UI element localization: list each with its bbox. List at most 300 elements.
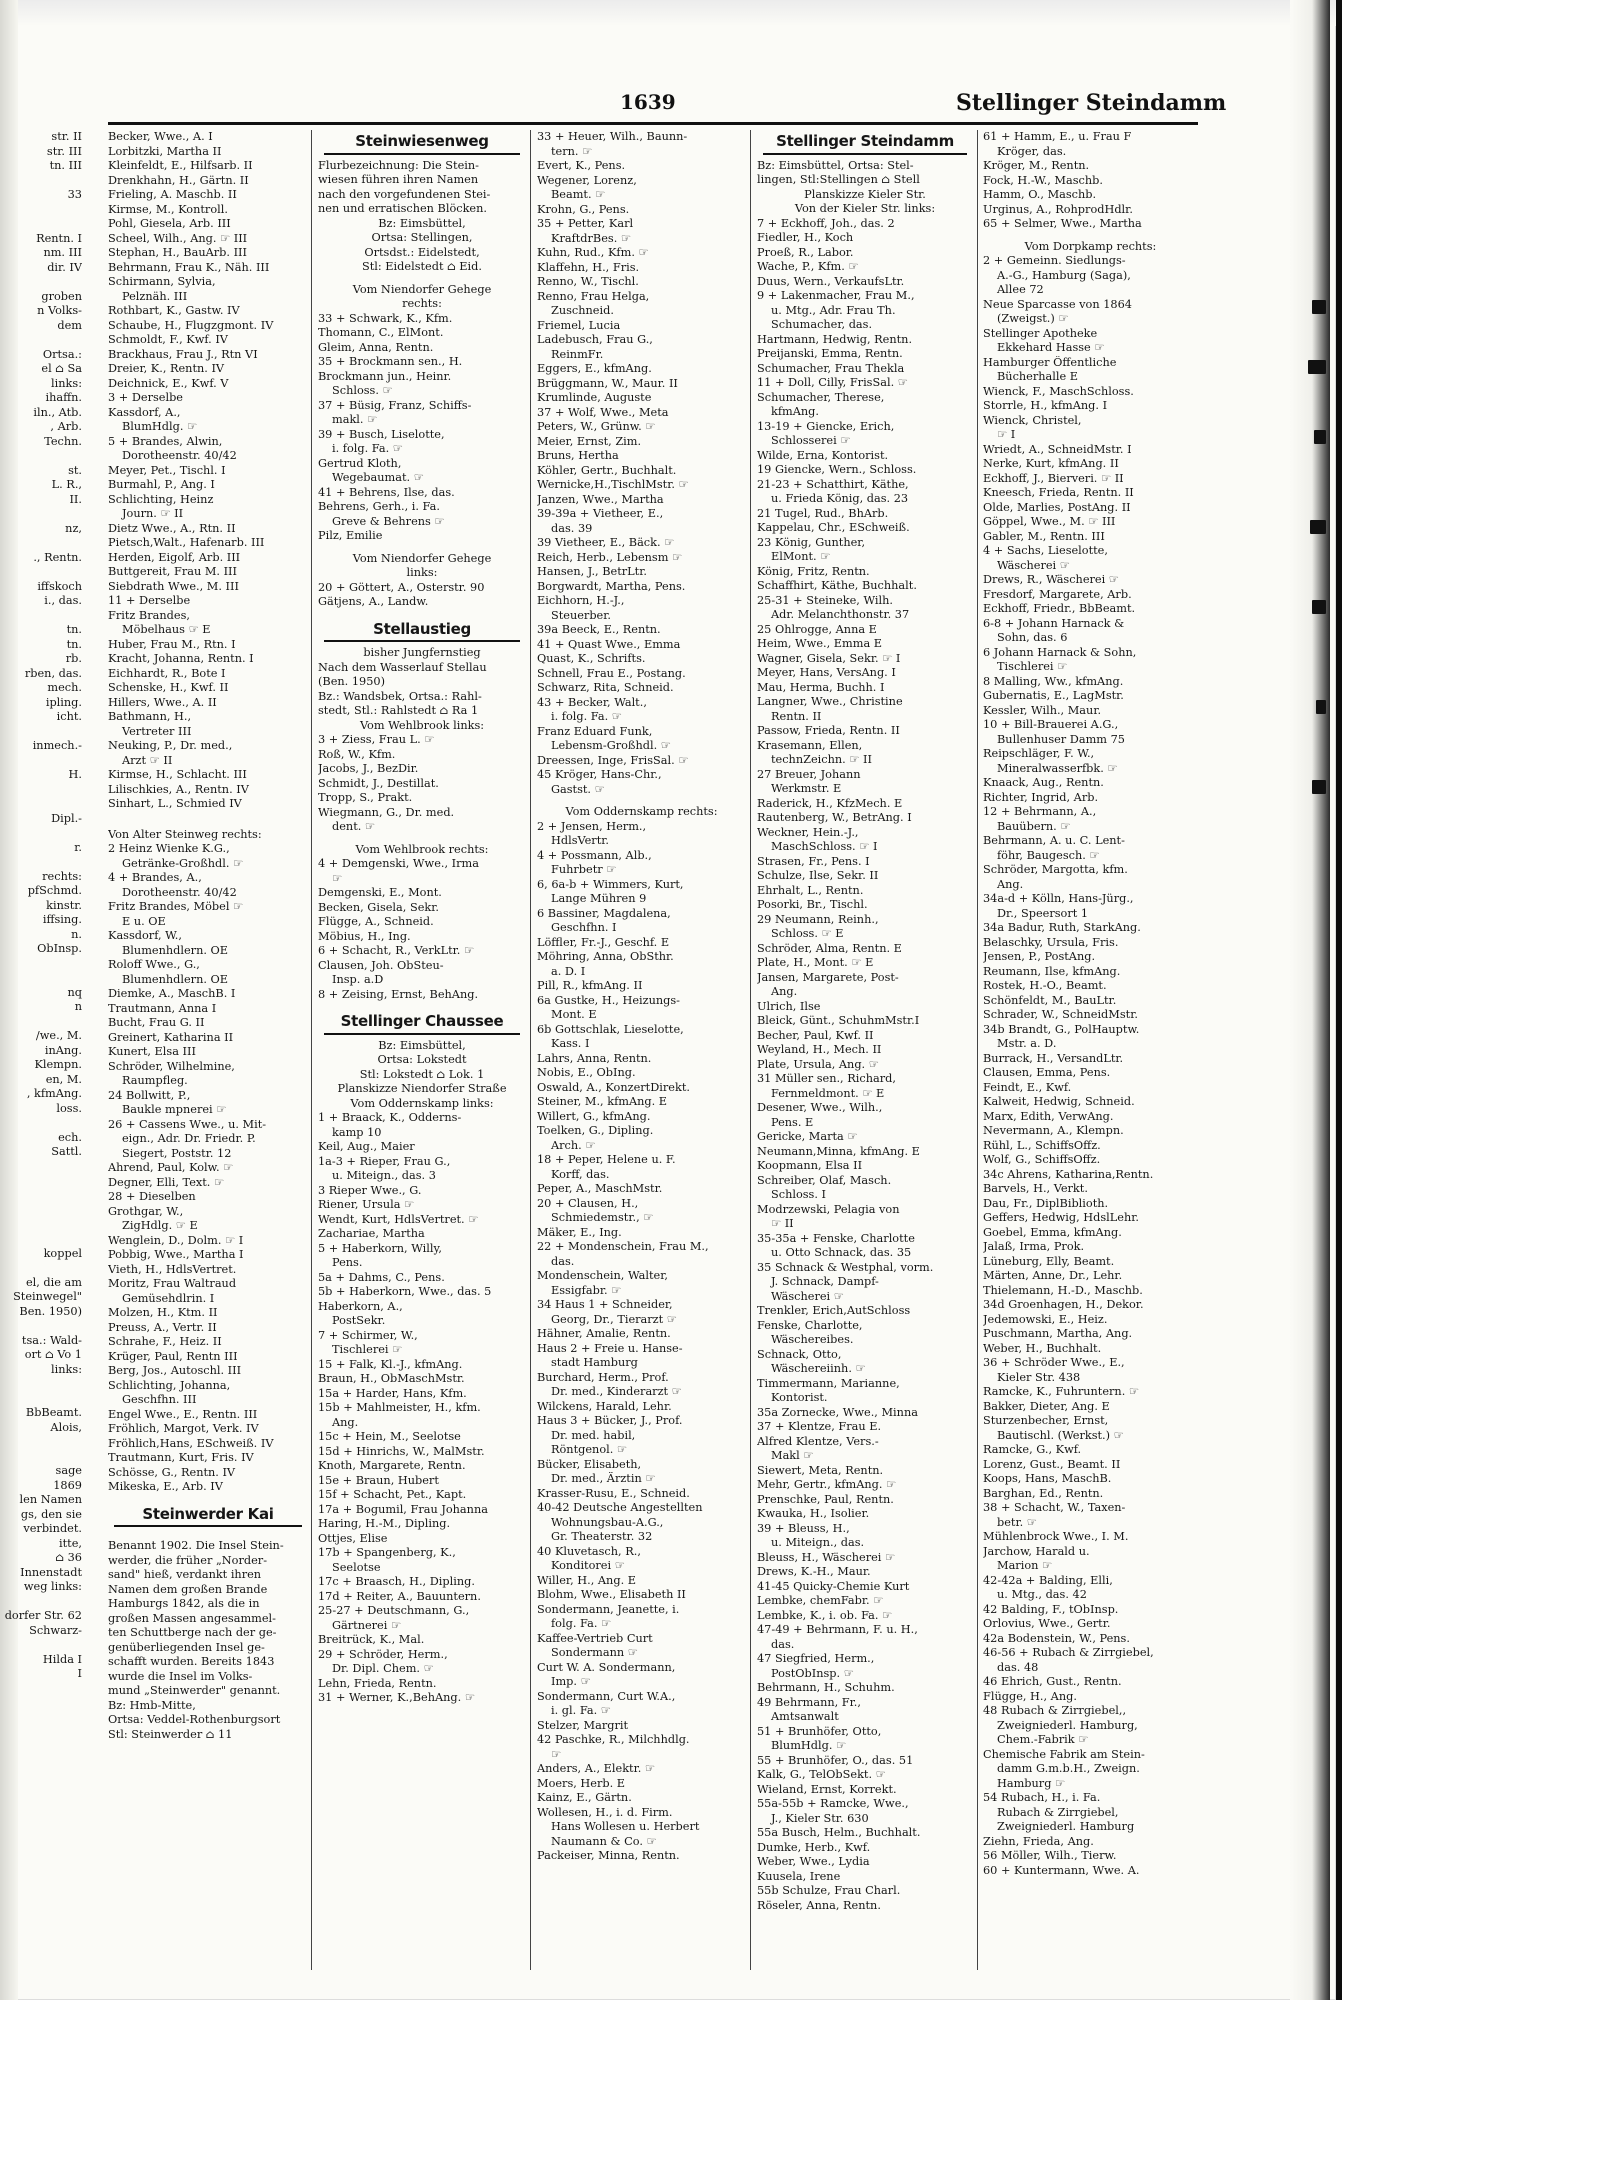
binding-mark bbox=[1312, 600, 1326, 614]
directory-entry: Möbius, H., Ing. bbox=[318, 929, 411, 943]
entry-continuation: Steuerber. bbox=[551, 608, 611, 622]
directory-entry: Bz: Eimsbüttel, Ortsa: Stel- bbox=[757, 158, 914, 172]
directory-entry: 40 Kluvetasch, R., bbox=[537, 1544, 641, 1558]
section-subline: Vom Dorpkamp rechts: bbox=[1024, 239, 1157, 253]
directory-entry: Kainz, E., Gärtn. bbox=[537, 1791, 632, 1804]
directory-entry: 7 + Eckhoff, Joh., das. 2 bbox=[757, 216, 895, 230]
fragment-line: st. bbox=[68, 463, 82, 477]
directory-entry: Namen dem großen Brande bbox=[108, 1582, 268, 1596]
directory-entry: Flurbezeichnung: Die Stein- bbox=[318, 158, 479, 172]
fragment-line: rechts: bbox=[42, 869, 82, 883]
directory-entry: Engel Wwe., E., Rentn. III bbox=[108, 1407, 258, 1421]
entry-continuation: Fernmeldmont. ☞ E bbox=[771, 1086, 885, 1100]
directory-entry: Wilde, Erna, Kontorist. bbox=[757, 448, 889, 462]
fragment-line bbox=[0, 1160, 82, 1175]
directory-column-4 bbox=[757, 130, 973, 1970]
directory-entry: Bz.: Wandsbek, Ortsa.: Rahl- bbox=[318, 689, 482, 703]
directory-entry: Schwarz, Rita, Schneid. bbox=[537, 681, 674, 694]
entry-continuation: i. folg. Fa. ☞ bbox=[332, 442, 403, 455]
spacer bbox=[108, 1531, 308, 1539]
fragment-line: dem bbox=[57, 318, 82, 332]
entry-continuation: J., Kieler Str. 630 bbox=[771, 1811, 869, 1825]
fragment-line: tn. bbox=[66, 637, 82, 651]
street-heading: Stellaustieg bbox=[373, 619, 471, 638]
directory-entry: Behrmann, Frau K., Näh. III bbox=[108, 260, 270, 274]
fragment-line: BbBeamt. bbox=[25, 1406, 82, 1419]
directory-entry: Roloff Wwe., G., bbox=[108, 958, 200, 971]
directory-entry: 42a Bodenstein, W., Pens. bbox=[983, 1631, 1130, 1645]
entry-continuation: dent. ☞ bbox=[332, 820, 376, 833]
fragment-line: str. III bbox=[46, 144, 82, 158]
spacer bbox=[318, 835, 526, 843]
directory-entry: Lilischkies, A., Rentn. IV bbox=[108, 782, 249, 796]
directory-entry: Eichhorn, H.-J., bbox=[537, 594, 625, 607]
directory-entry: Weyland, H., Mech. II bbox=[757, 1043, 882, 1056]
directory-entry: Möhring, Anna, ObSthr. bbox=[537, 950, 674, 963]
directory-entry: Meyer, Hans, VersAng. I bbox=[757, 666, 896, 679]
directory-entry: Schulze, Ilse, Sekr. II bbox=[757, 869, 879, 882]
fragment-line: Klempn. bbox=[34, 1058, 82, 1071]
directory-entry: Haus 3 + Bücker, J., Prof. bbox=[537, 1414, 683, 1427]
directory-entry: Olde, Marlies, PostAng. II bbox=[983, 500, 1131, 514]
directory-entry: Haring, H.-M., Dipling. bbox=[318, 1517, 451, 1530]
entry-continuation: Tischlerei ☞ bbox=[997, 660, 1068, 673]
directory-entry: Schrader, W., SchneidMstr. bbox=[983, 1008, 1138, 1021]
directory-entry: Schenske, H., Kwf. II bbox=[108, 681, 229, 694]
fragment-line bbox=[0, 826, 82, 841]
directory-entry: Berg, Jos., Autoschl. III bbox=[108, 1364, 242, 1377]
directory-entry: Eckhoff, J., Bierveri. ☞ II bbox=[983, 471, 1124, 485]
fragment-line: r. bbox=[74, 840, 82, 854]
fragment-line: pfSchmd. bbox=[27, 884, 82, 897]
directory-entry: Roß, W., Kfm. bbox=[318, 747, 396, 761]
directory-entry: 29 Neumann, Reinh., bbox=[757, 912, 879, 926]
entry-continuation: Röntgenol. ☞ bbox=[551, 1443, 628, 1456]
directory-entry: Mäker, E., Ing. bbox=[537, 1225, 622, 1239]
directory-entry: Burmahl, P., Ang. I bbox=[108, 478, 215, 491]
spacer bbox=[108, 812, 308, 820]
entry-continuation: Ang. bbox=[771, 985, 798, 998]
directory-entry: nach den vorgefundenen Stei- bbox=[318, 187, 491, 201]
directory-entry: Willert, G., kfmAng. bbox=[537, 1109, 651, 1123]
directory-entry: 18 + Peper, Helene u. F. bbox=[537, 1153, 676, 1166]
entry-continuation: das. bbox=[551, 1254, 575, 1268]
directory-entry: Willer, H., Ang. E bbox=[537, 1573, 636, 1587]
spacer bbox=[108, 820, 308, 828]
spacer bbox=[983, 232, 1198, 240]
directory-entry: Krohn, G., Pens. bbox=[537, 202, 630, 216]
section-subline: Vom Niendorfer Gehege bbox=[352, 282, 492, 296]
directory-entry: 36 + Schröder Wwe., E., bbox=[983, 1356, 1125, 1369]
fragment-line: rben, das. bbox=[24, 666, 82, 680]
fragment-line: loss. bbox=[56, 1101, 82, 1115]
directory-entry: Mondenschein, Walter, bbox=[537, 1269, 668, 1282]
directory-entry: 10 + Bill-Brauerei A.G., bbox=[983, 718, 1119, 731]
directory-entry: Clausen, Emma, Pens. bbox=[983, 1066, 1111, 1079]
directory-entry: Neue Sparcasse von 1864 bbox=[983, 297, 1132, 311]
fragment-line: iffskoch bbox=[37, 579, 82, 593]
directory-entry: Jedemowski, E., Heiz. bbox=[983, 1312, 1108, 1326]
directory-entry: Borgwardt, Martha, Pens. bbox=[537, 579, 686, 593]
directory-entry: Geffers, Hedwig, HdslLehr. bbox=[983, 1211, 1139, 1224]
directory-entry: 5 + Brandes, Alwin, bbox=[108, 434, 223, 448]
directory-entry: Schlichting, Heinz bbox=[108, 492, 214, 506]
entry-continuation: tern. ☞ bbox=[551, 144, 593, 158]
fragment-line bbox=[0, 971, 82, 986]
directory-entry: Neumann,Minna, kfmAng. E bbox=[757, 1144, 920, 1158]
directory-entry: 6 + Schacht, R., VerkLtr. ☞ bbox=[318, 944, 475, 957]
directory-entry: Sinhart, L., Schmied IV bbox=[108, 797, 242, 810]
directory-entry: 15f + Schacht, Pet., Kapt. bbox=[318, 1488, 467, 1501]
entry-continuation: Siegert, Poststr. 12 bbox=[122, 1146, 232, 1160]
directory-entry: 39 Vietheer, E., Bäck. ☞ bbox=[537, 536, 675, 549]
directory-entry: 46-56 + Rubach & Zirrgiebel, bbox=[983, 1646, 1154, 1659]
spacer bbox=[318, 544, 526, 552]
entry-continuation: E u. OE bbox=[122, 914, 166, 928]
directory-entry: Dreier, K., Rentn. IV bbox=[108, 362, 225, 375]
directory-entry: Gleim, Anna, Rentn. bbox=[318, 340, 434, 354]
entry-continuation: Lange Mühren 9 bbox=[551, 892, 647, 905]
directory-entry: 33 + Schwark, K., Kfm. bbox=[318, 311, 453, 325]
directory-entry: Frieling, A. Maschb. II bbox=[108, 188, 237, 201]
directory-entry: Stephan, H., BauArb. III bbox=[108, 246, 247, 259]
directory-entry: 3 + Derselbe bbox=[108, 391, 183, 404]
fragment-line bbox=[0, 1435, 82, 1450]
fragment-line: ., Rentn. bbox=[33, 550, 82, 564]
binding-mark bbox=[1310, 520, 1326, 534]
entry-continuation: BlumHdlg. ☞ bbox=[122, 420, 198, 433]
directory-entry: Pilz, Emilie bbox=[318, 529, 383, 542]
section-subline: Stl: Lokstedt ⌂ Lok. 1 bbox=[359, 1067, 485, 1081]
directory-entry: Herden, Eigolf, Arb. III bbox=[108, 550, 241, 564]
entry-continuation: Vertreter III bbox=[122, 724, 192, 738]
fragment-line: kinstr. bbox=[46, 898, 82, 912]
fragment-line: sage bbox=[55, 1464, 82, 1477]
fragment-line: n Volks- bbox=[37, 304, 82, 317]
directory-entry: Fiedler, H., Koch bbox=[757, 231, 854, 244]
fragment-line bbox=[0, 1015, 82, 1030]
page-number: 1639 bbox=[620, 90, 676, 114]
directory-entry: 6 Johann Harnack & Sohn, bbox=[983, 645, 1137, 659]
directory-entry: Rautenberg, W., BetrAng. I bbox=[757, 811, 912, 824]
entry-continuation: Pens. E bbox=[771, 1115, 814, 1129]
directory-entry: Schaffhirt, Käthe, Buchhalt. bbox=[757, 579, 917, 592]
directory-entry: Toelken, G., Dipling. bbox=[537, 1124, 654, 1137]
fragment-line: verbindet. bbox=[23, 1522, 82, 1535]
entry-continuation: Gärtnerei ☞ bbox=[332, 1618, 402, 1632]
entry-continuation: Lebensm-Großhdl. ☞ bbox=[551, 739, 671, 752]
directory-entry: Strasen, Fr., Pens. I bbox=[757, 854, 870, 868]
fragment-line: inAng. bbox=[44, 1043, 82, 1057]
entry-continuation: kfmAng. bbox=[771, 405, 819, 418]
directory-entry: Storrle, H., kfmAng. I bbox=[983, 399, 1108, 412]
entry-continuation: Bauübern. ☞ bbox=[997, 819, 1071, 833]
directory-entry: Janzen, Wwe., Martha bbox=[537, 492, 664, 506]
entry-continuation: Chem.-Fabrik ☞ bbox=[997, 1733, 1089, 1746]
directory-entry: Moritz, Frau Waltraud bbox=[108, 1277, 237, 1290]
directory-entry: Kassdorf, W., bbox=[108, 929, 182, 942]
directory-entry: 35 + Brockmann sen., H. bbox=[318, 355, 463, 368]
entry-continuation: Wäscherei ☞ bbox=[771, 1289, 844, 1303]
directory-entry: Flügge, H., Ang. bbox=[983, 1689, 1077, 1703]
section-subline: bisher Jungfernstieg bbox=[363, 646, 481, 659]
fragment-line: iln., Atb. bbox=[33, 405, 82, 419]
entry-continuation: Essigfabr. ☞ bbox=[551, 1283, 622, 1297]
directory-entry: Wenglein, D., Dolm. ☞ I bbox=[108, 1233, 244, 1247]
directory-entry: 21 Tugel, Rud., BhArb. bbox=[757, 506, 889, 520]
directory-entry: 41 + Behrens, Ilse, das. bbox=[318, 485, 455, 499]
entry-continuation: das. bbox=[771, 1637, 795, 1651]
directory-entry: Tropp, S., Prakt. bbox=[318, 791, 413, 804]
fragment-line: icht. bbox=[56, 710, 82, 723]
section-subline: Von der Kieler Str. links: bbox=[794, 202, 936, 215]
directory-entry: 4 + Possmann, Alb., bbox=[537, 848, 652, 862]
directory-entry: Blohm, Wwe., Elisabeth II bbox=[537, 1588, 686, 1601]
fragment-line: Schwarz- bbox=[29, 1623, 82, 1637]
entry-continuation: u. Miteign., das. bbox=[771, 1536, 865, 1549]
directory-entry: Kwauka, H., Isolier. bbox=[757, 1507, 870, 1520]
directory-entry: Becher, Paul, Kwf. II bbox=[757, 1028, 874, 1042]
directory-entry: Richter, Ingrid, Arb. bbox=[983, 790, 1099, 804]
directory-entry: Gubernatis, E., LagMstr. bbox=[983, 689, 1124, 702]
fragment-line: /we., M. bbox=[35, 1029, 82, 1042]
directory-entry: Barvels, H., Verkt. bbox=[983, 1182, 1088, 1195]
directory-entry: Lembke, chemFabr. ☞ bbox=[757, 1594, 884, 1607]
directory-entry: Preijanski, Emma, Rentn. bbox=[757, 347, 903, 360]
entry-continuation: ☞ I bbox=[997, 428, 1016, 441]
entry-continuation: BlumHdlg. ☞ bbox=[771, 1739, 847, 1752]
directory-entry: 34a-d + Kölln, Hans-Jürg., bbox=[983, 892, 1134, 905]
fragment-line: 1869 bbox=[53, 1478, 82, 1492]
entry-continuation: Mont. E bbox=[551, 1008, 597, 1021]
fragment-line bbox=[0, 275, 82, 290]
entry-continuation: ReinmFr. bbox=[551, 347, 604, 361]
column-rule bbox=[530, 130, 531, 1970]
directory-entry: 6-8 + Johann Harnack & bbox=[983, 616, 1125, 630]
directory-entry: 4 + Demgenski, Wwe., Irma bbox=[318, 857, 479, 870]
directory-entry: Kracht, Johanna, Rentn. I bbox=[108, 652, 254, 665]
section-subline: Bz: Eimsbüttel, bbox=[378, 216, 466, 230]
entry-continuation: kamp 10 bbox=[332, 1125, 382, 1139]
entry-continuation: stadt Hamburg bbox=[551, 1356, 638, 1369]
binding-shadow bbox=[1290, 0, 1330, 2000]
directory-entry: 2 Heinz Wienke K.G., bbox=[108, 842, 230, 855]
entry-continuation: PostSekr. bbox=[332, 1314, 386, 1327]
directory-entry: Packeiser, Minna, Rentn. bbox=[537, 1849, 680, 1862]
directory-entry: König, Fritz, Rentn. bbox=[757, 564, 870, 578]
directory-entry: 47 Siegfried, Herm., bbox=[757, 1652, 875, 1665]
directory-entry: Grothgar, W., bbox=[108, 1204, 184, 1218]
directory-entry: Posorki, Br., Tischl. bbox=[757, 898, 868, 911]
entry-continuation: Wäschereiinh. ☞ bbox=[771, 1362, 866, 1375]
directory-entry: Ahrend, Paul, Kolw. ☞ bbox=[108, 1161, 234, 1174]
fragment-line: , Arb. bbox=[50, 420, 82, 433]
directory-entry: stedt, Stl.: Rahlstedt ⌂ Ra 1 bbox=[318, 704, 479, 717]
directory-entry: Schrahe, F., Heiz. II bbox=[108, 1335, 222, 1348]
directory-entry: Ramcke, K., Fuhruntern. ☞ bbox=[983, 1385, 1140, 1398]
directory-entry: Schröder, Margotta, kfm. bbox=[983, 863, 1128, 876]
fragment-line: ech. bbox=[58, 1130, 82, 1144]
directory-entry: Sondermann, Jeanette, i. bbox=[537, 1602, 680, 1616]
running-head: Stellinger Steindamm bbox=[956, 90, 1227, 116]
fragment-line: dorfer Str. 62 bbox=[4, 1609, 82, 1622]
directory-entry: (Ben. 1950) bbox=[318, 675, 386, 688]
directory-entry: 17a + Bogumil, Frau Johanna bbox=[318, 1502, 488, 1516]
heading-rule bbox=[324, 1033, 520, 1035]
directory-entry: Franz Eduard Funk, bbox=[537, 724, 653, 738]
section-subline: Planskizze Niendorfer Straße bbox=[337, 1082, 507, 1095]
directory-entry: Weckner, Hein.-J., bbox=[757, 825, 859, 839]
directory-entry: Schösse, G., Rentn. IV bbox=[108, 1465, 236, 1479]
directory-entry: Oswald, A., KonzertDirekt. bbox=[537, 1080, 690, 1094]
entry-continuation: Amtsanwalt bbox=[771, 1710, 839, 1723]
directory-entry: 41 + Quast Wwe., Emma bbox=[537, 637, 681, 651]
directory-entry: Fock, H.-W., Maschb. bbox=[983, 173, 1103, 187]
directory-entry: Evert, K., Pens. bbox=[537, 159, 626, 172]
spacer bbox=[318, 275, 526, 283]
directory-entry: Bleuss, H., Wäscherei ☞ bbox=[757, 1550, 896, 1564]
directory-entry: Schirmann, Sylvia, bbox=[108, 275, 216, 288]
entry-continuation: ☞ bbox=[332, 871, 343, 885]
binding-mark bbox=[1316, 700, 1326, 714]
fragment-line: n bbox=[74, 1000, 82, 1013]
directory-entry: Feindt, E., Kwf. bbox=[983, 1080, 1072, 1094]
fragment-line: nq bbox=[67, 985, 82, 999]
section-subline: Vom Wehlbrook links: bbox=[359, 718, 485, 732]
directory-entry: Nevermann, A., Klempn. bbox=[983, 1124, 1124, 1137]
entry-continuation: Sohn, das. 6 bbox=[997, 631, 1068, 644]
directory-entry: Zachariae, Martha bbox=[318, 1227, 425, 1240]
directory-entry: Pill, R., kfmAng. II bbox=[537, 979, 643, 992]
directory-entry: Breitrück, K., Mal. bbox=[318, 1633, 425, 1646]
directory-entry: Ehrhalt, L., Rentn. bbox=[757, 883, 864, 897]
entry-continuation: Schmiedemstr., ☞ bbox=[551, 1211, 654, 1224]
directory-entry: lingen, Stl:Stellingen ⌂ Stell bbox=[757, 173, 920, 186]
directory-entry: Schnack, Otto, bbox=[757, 1347, 842, 1361]
directory-entry: 3 + Ziess, Frau L. ☞ bbox=[318, 733, 435, 746]
directory-entry: Riener, Ursula ☞ bbox=[318, 1198, 415, 1211]
directory-entry: 27 Breuer, Johann bbox=[757, 767, 861, 781]
entry-continuation: Wäscherei ☞ bbox=[997, 558, 1070, 572]
directory-entry: Stl: Steinwerder ⌂ 11 bbox=[108, 1727, 233, 1741]
fragment-line: tn. III bbox=[49, 159, 82, 172]
fragment-line: Steinwegel" bbox=[13, 1290, 82, 1303]
directory-entry: Hähner, Amalie, Rentn. bbox=[537, 1327, 671, 1340]
directory-entry: Hamm, O., Maschb. bbox=[983, 188, 1097, 201]
directory-entry: Mikeska, E., Arb. IV bbox=[108, 1480, 223, 1493]
fragment-line: weg links: bbox=[23, 1580, 82, 1593]
section-subline: links: bbox=[406, 566, 438, 579]
fragment-line bbox=[0, 1319, 82, 1334]
directory-entry: Urginus, A., RohprodHdlr. bbox=[983, 202, 1133, 216]
directory-entry: Mau, Herma, Buchh. I bbox=[757, 680, 885, 694]
directory-entry: Lorenz, Gust., Beamt. II bbox=[983, 1457, 1121, 1471]
directory-entry: 26 + Cassens Wwe., u. Mit- bbox=[108, 1117, 267, 1131]
directory-entry: 9 + Lakenmacher, Frau M., bbox=[757, 289, 915, 302]
street-heading: Steinwerder Kai bbox=[142, 1504, 274, 1523]
fragment-line: links: bbox=[51, 1362, 82, 1376]
entry-continuation: Dorotheenstr. 40/42 bbox=[122, 449, 237, 462]
directory-entry: Burrack, H., VersandLtr. bbox=[983, 1051, 1124, 1065]
directory-entry: Anders, A., Elektr. ☞ bbox=[537, 1762, 656, 1775]
directory-entry: Fresdorf, Margarete, Arb. bbox=[983, 587, 1132, 601]
directory-entry: 46 Ehrich, Gust., Rentn. bbox=[983, 1675, 1122, 1688]
section-subline: Vom Niendorfer Gehege bbox=[352, 551, 492, 565]
directory-entry: 37 + Klentze, Frau E. bbox=[757, 1420, 882, 1433]
directory-entry: 11 + Doll, Cilly, FrisSal. ☞ bbox=[757, 376, 908, 389]
column-rule bbox=[311, 130, 312, 1970]
fragment-line bbox=[0, 1638, 82, 1653]
directory-entry: 45 Kröger, Hans-Chr., bbox=[537, 768, 662, 781]
fragment-line: tn. bbox=[66, 623, 82, 636]
directory-entry: Reumann, Ilse, kfmAng. bbox=[983, 964, 1121, 978]
fragment-line: str. II bbox=[51, 130, 82, 143]
directory-entry: 13-19 + Giencke, Erich, bbox=[757, 419, 895, 433]
entry-continuation: Mstr. a. D. bbox=[997, 1037, 1057, 1050]
entry-continuation: Wegebaumat. ☞ bbox=[332, 471, 424, 484]
directory-entry: 60 + Kuntermann, Wwe. A. bbox=[983, 1863, 1140, 1877]
directory-entry: Wagner, Gisela, Sekr. ☞ I bbox=[757, 651, 901, 665]
directory-entry: Meyer, Pet., Tischl. I bbox=[108, 463, 226, 477]
directory-entry: 6b Gottschlak, Lieselotte, bbox=[537, 1022, 684, 1036]
fragment-line: II. bbox=[69, 492, 82, 506]
section-subline: Planskizze Kieler Str. bbox=[804, 187, 926, 201]
section-subline: Vom Oddernskamp links: bbox=[350, 1096, 494, 1110]
entry-continuation: Schloss. I bbox=[771, 1188, 826, 1201]
directory-entry: 6a Gustke, H., Heizungs- bbox=[537, 993, 680, 1007]
directory-entry: Kalweit, Hedwig, Schneid. bbox=[983, 1095, 1135, 1108]
directory-entry: großen Massen angesammel- bbox=[108, 1611, 276, 1625]
fragment-line bbox=[0, 1450, 82, 1465]
directory-entry: Lembke, K., i. ob. Fa. ☞ bbox=[757, 1608, 893, 1622]
directory-entry: Ottjes, Elise bbox=[318, 1531, 388, 1545]
directory-entry: Gertrud Kloth, bbox=[318, 456, 402, 470]
section-subline: Ortsa: Lokstedt bbox=[377, 1053, 467, 1066]
directory-entry: Trautmann, Anna I bbox=[108, 1001, 217, 1015]
fragment-line bbox=[0, 536, 82, 551]
directory-entry: Reipschläger, F. W., bbox=[983, 747, 1095, 760]
entry-continuation: Gemüsehdlrin. I bbox=[122, 1291, 215, 1305]
directory-entry: 48 Rubach & Zirrgiebel,, bbox=[983, 1704, 1127, 1717]
directory-entry: 5a + Dahms, C., Pens. bbox=[318, 1270, 445, 1284]
directory-entry: Schmoldt, F., Kwf. IV bbox=[108, 333, 228, 346]
entry-continuation: Ang. bbox=[332, 1415, 359, 1429]
entry-continuation: Bautischl. (Werkst.) ☞ bbox=[997, 1428, 1124, 1442]
directory-entry: Nerke, Kurt, kfmAng. II bbox=[983, 457, 1119, 470]
directory-entry: 34d Groenhagen, H., Dekor. bbox=[983, 1298, 1144, 1311]
entry-continuation: Raumpfleg. bbox=[122, 1074, 188, 1087]
entry-continuation: Pelznäh. III bbox=[122, 289, 188, 303]
fragment-line bbox=[0, 174, 82, 189]
entry-continuation: Journ. ☞ II bbox=[122, 507, 184, 520]
directory-entry: Weber, Wwe., Lydia bbox=[757, 1855, 870, 1868]
directory-entry: Pietsch,Walt., Hafenarb. III bbox=[108, 536, 265, 549]
directory-entry: Wriedt, A., SchneidMstr. I bbox=[983, 442, 1132, 456]
entry-continuation: PostObInsp. ☞ bbox=[771, 1666, 854, 1680]
entry-continuation: Dr. med., Ärztin ☞ bbox=[551, 1472, 656, 1485]
directory-entry: 34 Haus 1 + Schneider, bbox=[537, 1298, 673, 1311]
directory-entry: 37 + Wolf, Wwe., Meta bbox=[537, 405, 669, 419]
directory-entry: 17b + Spangenberg, K., bbox=[318, 1546, 456, 1559]
entry-continuation: Kieler Str. 438 bbox=[997, 1370, 1081, 1384]
directory-entry: 6, 6a-b + Wimmers, Kurt, bbox=[537, 877, 684, 891]
fragment-line: Dipl.- bbox=[51, 811, 82, 825]
directory-entry: Lüneburg, Elly, Beamt. bbox=[983, 1254, 1115, 1268]
entry-continuation: ElMont. ☞ bbox=[771, 550, 831, 563]
directory-entry: Schönfeldt, M., BauLtr. bbox=[983, 993, 1117, 1007]
directory-entry: Marx, Edith, VerwAng. bbox=[983, 1109, 1114, 1123]
fragment-line: iffsing. bbox=[42, 913, 82, 926]
